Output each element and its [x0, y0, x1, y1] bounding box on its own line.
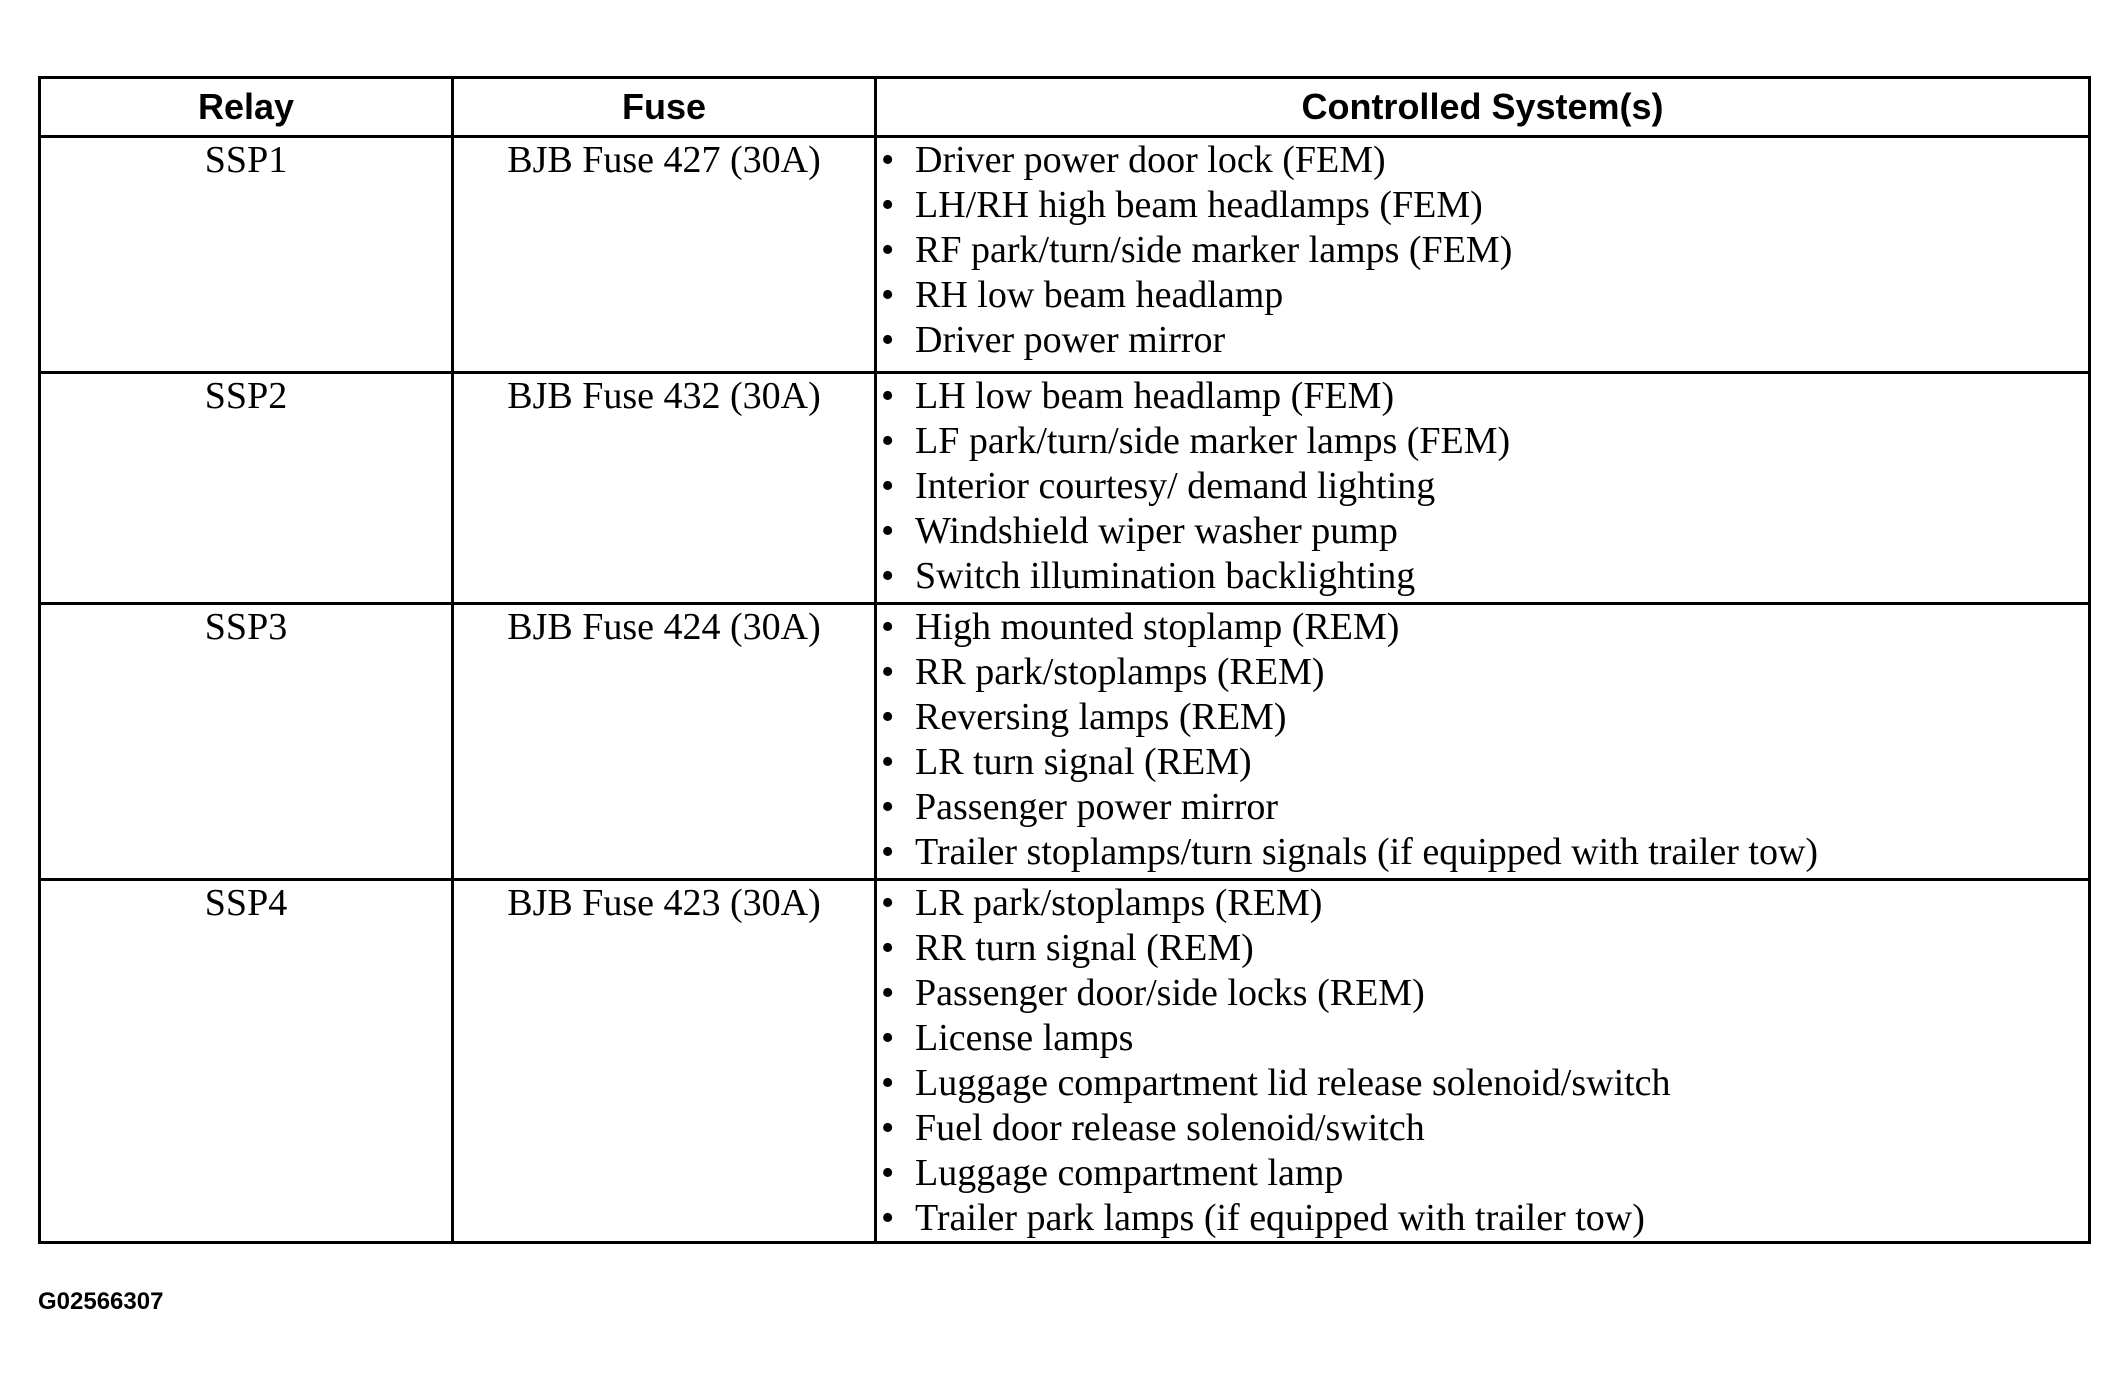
- fuse-cell: BJB Fuse 423 (30A): [453, 880, 876, 1243]
- list-item: • Interior courtesy/ demand lighting: [877, 464, 2088, 509]
- table-row: [40, 604, 2090, 880]
- list-item: • LR park/stoplamps (REM): [877, 881, 2088, 926]
- list-item: • RF park/turn/side marker lamps (FEM): [877, 228, 2088, 273]
- list-item: • Fuel door release solenoid/switch: [877, 1106, 2088, 1151]
- systems-cell: [876, 880, 2090, 1243]
- fuse-cell: BJB Fuse 432 (30A): [453, 373, 876, 604]
- list-item: • Passenger door/side locks (REM): [877, 971, 2088, 1016]
- relay-cell: SSP1: [40, 137, 453, 373]
- list-item: • RR park/stoplamps (REM): [877, 650, 2088, 695]
- systems-cell: [876, 373, 2090, 604]
- table-row: [40, 880, 2090, 1243]
- list-item: • LF park/turn/side marker lamps (FEM): [877, 419, 2088, 464]
- list-item: • Windshield wiper washer pump: [877, 509, 2088, 554]
- fuse-column-header: Fuse: [453, 78, 876, 137]
- table-header-row: [40, 78, 2090, 137]
- list-item: • Driver power door lock (FEM): [877, 138, 2088, 183]
- controlled-systems-column-header: Controlled System(s): [876, 78, 2090, 137]
- relay-cell: SSP3: [40, 604, 453, 880]
- figure-id-label: G02566307: [38, 1288, 164, 1315]
- table-row: [40, 137, 2090, 373]
- list-item: • Switch illumination backlighting: [877, 554, 2088, 599]
- list-item: • Driver power mirror: [877, 318, 2088, 363]
- relay-column-header: Relay: [40, 78, 453, 137]
- list-item: • Passenger power mirror: [877, 785, 2088, 830]
- relay-fuse-table: [38, 76, 2091, 1244]
- list-item: • Trailer park lamps (if equipped with trailer tow): [877, 1196, 2088, 1241]
- fuse-cell: BJB Fuse 427 (30A): [453, 137, 876, 373]
- list-item: • LH/RH high beam headlamps (FEM): [877, 183, 2088, 228]
- relay-cell: SSP2: [40, 373, 453, 604]
- table-row: [40, 373, 2090, 604]
- systems-list: [877, 881, 2088, 1241]
- fuse-cell: BJB Fuse 424 (30A): [453, 604, 876, 880]
- systems-list: [877, 605, 2088, 875]
- list-item: • Luggage compartment lid release solenoid/switch: [877, 1061, 2088, 1106]
- list-item: • High mounted stoplamp (REM): [877, 605, 2088, 650]
- list-item: • LR turn signal (REM): [877, 740, 2088, 785]
- relay-cell: SSP4: [40, 880, 453, 1243]
- list-item: • License lamps: [877, 1016, 2088, 1061]
- list-item: • LH low beam headlamp (FEM): [877, 374, 2088, 419]
- systems-cell: [876, 137, 2090, 373]
- list-item: • Luggage compartment lamp: [877, 1151, 2088, 1196]
- list-item: • RH low beam headlamp: [877, 273, 2088, 318]
- systems-list: [877, 138, 2088, 363]
- list-item: • RR turn signal (REM): [877, 926, 2088, 971]
- list-item: • Reversing lamps (REM): [877, 695, 2088, 740]
- list-item: • Trailer stoplamps/turn signals (if equipped with trailer tow): [877, 830, 2088, 875]
- systems-list: [877, 374, 2088, 599]
- systems-cell: [876, 604, 2090, 880]
